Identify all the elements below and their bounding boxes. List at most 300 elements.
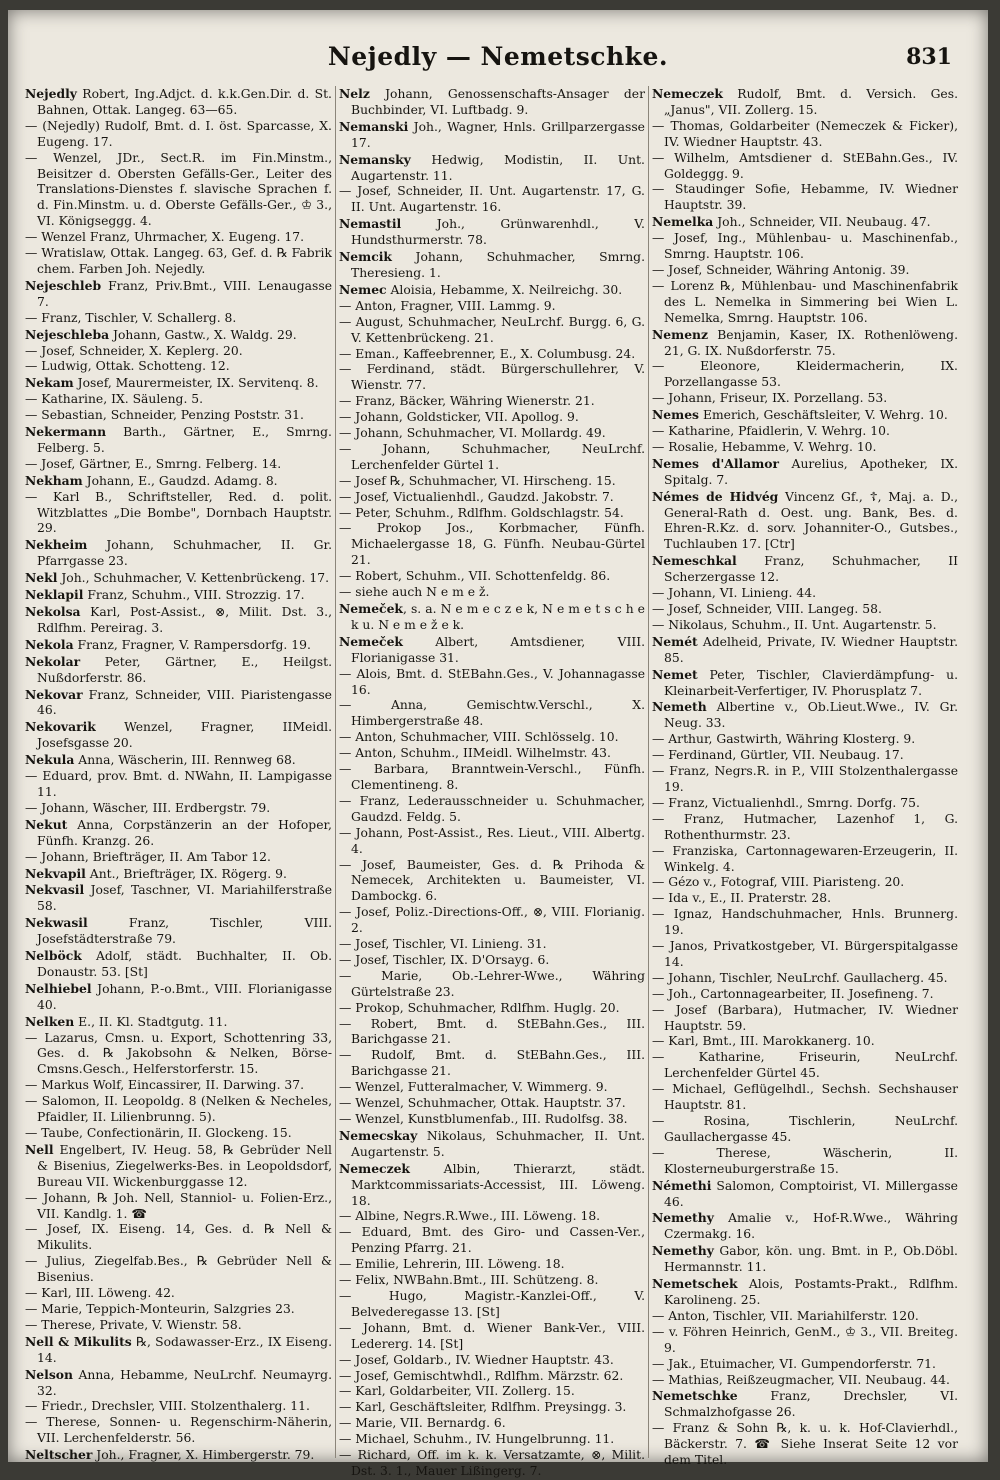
entry-details: Josef, Maurermeister, IX. Servitenq. 8.: [73, 376, 319, 391]
directory-entry: [25, 637, 332, 654]
directory-entry: [339, 1321, 645, 1353]
page-number: 831: [906, 44, 952, 70]
entry-details: — Arthur, Gastwirth, Währing Klosterg. 9.: [652, 732, 916, 747]
directory-entry: [652, 151, 958, 183]
directory-entry: [25, 344, 332, 360]
entry-details: — Lazarus, Cmsn. u. Export, Schottenring 33, Ges. d. ℞ Jakobsohn & Nelken, Börse-Cmsns.Gesch., Helferstorferstr. 15.: [25, 1030, 332, 1077]
directory-entry: [339, 1448, 645, 1480]
entry-details: Johann, Gastw., X. Waldg. 29.: [109, 327, 297, 342]
entry-details: — Marie, VII. Bernardg. 6.: [339, 1416, 506, 1431]
directory-entry: [652, 1146, 958, 1178]
entry-details: Franz, Schuhm., VIII. Strozzig. 17.: [83, 588, 305, 603]
entry-surname: Nekwasil: [25, 915, 88, 931]
directory-entry: [652, 1050, 958, 1082]
entry-details: — Josef, Poliz.-Directions-Off., ⊗, VIII. Florianig. 2.: [339, 905, 645, 936]
entry-surname: Némethi: [652, 1177, 712, 1193]
directory-entry: [339, 282, 645, 299]
directory-entry: [25, 278, 332, 311]
entry-surname: Nekolar: [25, 653, 81, 669]
directory-entry: [25, 1302, 332, 1318]
directory-entry: [25, 246, 332, 278]
directory-entry: [25, 654, 332, 687]
directory-entry: [25, 490, 332, 538]
directory-entry: [652, 86, 958, 119]
entry-details: — Josef, Tischler, IX. D'Orsayg. 6.: [339, 952, 550, 967]
entry-surname: Nekl: [25, 570, 58, 586]
entry-details: Franz, Drechsler, VI. Schmalzhofgasse 26.: [664, 1389, 958, 1420]
directory-entry: [25, 408, 332, 424]
entry-details: Anna, Wäscherin, III. Rennweg 68.: [74, 753, 296, 768]
directory-page: [8, 10, 988, 1478]
directory-entry: [339, 506, 645, 522]
entry-details: Karl, Post-Assist., ⊗, Milit. Dst. 3., Rdlfhm. Pereirag. 3.: [37, 605, 332, 635]
entry-surname: Nemeth: [652, 699, 707, 715]
entry-details: — Anton, Tischler, VII. Mariahilferstr. 120.: [652, 1308, 919, 1323]
directory-entry: [339, 794, 645, 826]
directory-entry: [652, 732, 958, 748]
entry-details: — Michael, Geflügelhdl., Sechsh. Sechshauser Hauptstr. 81.: [652, 1082, 958, 1113]
directory-entry: [339, 1017, 645, 1049]
entry-details: — Josef, Tischler, VI. Linieng. 31.: [339, 937, 547, 952]
entry-details: — Josef, Gemischtwhdl., Rdlfhm. Märzstr. 62.: [339, 1368, 624, 1383]
entry-surname: Nekam: [25, 375, 74, 391]
entry-details: Nikolaus, Schuhmacher, II. Unt. Augartenstr. 5.: [351, 1128, 645, 1159]
directory-entry: [25, 230, 332, 246]
directory-entry: [652, 987, 958, 1003]
entry-details: — Karl, Geschäftsleiter, Rdlfhm. Preysingg. 3.: [339, 1400, 627, 1415]
entry-details: Johann, P.-o.Bmt., VIII. Florianigasse 40.: [37, 981, 332, 1012]
directory-entry: [25, 457, 332, 473]
entry-details: Franz, Priv.Bmt., VIII. Lenaugasse 7.: [37, 278, 332, 309]
directory-entry: [652, 327, 958, 360]
entry-surname: Nemeček: [339, 601, 403, 616]
entry-details: — Peter, Schuhm., Rdlfhm. Goldschlagstr. 54.: [339, 505, 624, 520]
entry-details: — Josef (Barbara), Hutmacher, IV. Wiedner Hauptstr. 59.: [652, 1002, 958, 1033]
directory-entry: [339, 585, 645, 601]
running-title: Nejedly — Nemetschke.: [327, 42, 669, 71]
directory-entry: [339, 667, 645, 699]
directory-entry: [25, 1447, 332, 1464]
entry-details: Peter, Gärtner, E., Heilgst. Nußdorferstr. 86.: [37, 654, 332, 685]
entry-details: Joh., Fragner, X. Himbergerstr. 79.: [92, 1448, 315, 1463]
entry-details: — Mathias, Reißzeugmacher, VII. Neubaug. 44.: [652, 1372, 950, 1387]
entry-details: E., II. Kl. Stadtgutg. 11.: [74, 1014, 228, 1029]
directory-entry: [25, 817, 332, 850]
entry-details: Vincenz Gf., ☦, Maj. a. D., General-Rath d. Oest. ung. Bank, Bes. d. Ehren-R.Kz. d. sorv. Johanniter-O., Gutsbes., Tuchlauben 17. [Ctr]: [664, 489, 958, 552]
entry-surname: Neltscher: [25, 1447, 93, 1463]
entry-details: Albert, Amtsdiener, VIII. Florianigasse 31.: [351, 634, 645, 665]
directory-entry: [25, 915, 332, 948]
entry-surname: Nemeczek: [652, 86, 723, 101]
directory-entry: [339, 1161, 645, 1210]
entry-details: — Franz, Lederausschneider u. Schuhmacher, Gaudzd. Feldg. 5.: [339, 793, 645, 824]
directory-entry: [652, 971, 958, 987]
directory-entry: [339, 426, 645, 442]
directory-entry: [652, 359, 958, 391]
directory-entry: [25, 850, 332, 866]
entry-details: — Franz, Bäcker, Währing Wienerstr. 21.: [339, 394, 595, 409]
entry-details: — Anna, Gemischtw.Verschl., X. Himbergerstraße 48.: [339, 698, 645, 729]
entry-details: — Albine, Negrs.R.Wwe., III. Löweng. 18.: [339, 1209, 601, 1224]
directory-entry: [25, 327, 332, 344]
directory-entry: [339, 474, 645, 490]
directory-entry: [25, 392, 332, 408]
directory-entry: [339, 362, 645, 394]
entry-details: — Johann, Friseur, IX. Porzellang. 53.: [652, 391, 888, 406]
entry-details: — Eleonore, Kleidermacherin, IX. Porzellangasse 53.: [652, 359, 958, 390]
entry-details: — Josef, Goldarb., IV. Wiedner Hauptstr. 43.: [339, 1352, 614, 1367]
entry-surname: Nejeschleba: [25, 326, 110, 342]
directory-entry: [25, 424, 332, 457]
directory-entry: [652, 489, 958, 554]
entry-surname: Nejeschleb: [25, 277, 102, 293]
directory-entry: [652, 1178, 958, 1211]
directory-entry: [652, 1210, 958, 1243]
entry-details: — Rosina, Tischlerin, NeuLrchf. Gaullachergasse 45.: [652, 1114, 958, 1144]
directory-entry: [25, 1399, 332, 1415]
entry-surname: Nekula: [25, 752, 75, 768]
entry-details: — Taube, Confectionärin, II. Glockeng. 15.: [25, 1126, 292, 1140]
entry-surname: Nemetschek: [652, 1276, 738, 1292]
entry-surname: Nekham: [25, 472, 83, 488]
entry-surname: Nemetschke: [652, 1388, 738, 1404]
directory-entry: [339, 1289, 645, 1321]
entry-details: Josef, Taschner, VI. Mariahilferstraße 58.: [37, 883, 332, 914]
column-2: [335, 86, 648, 1478]
entry-details: — Anton, Schuhm., IIMeidl. Wilhelmstr. 43.: [339, 746, 611, 761]
entry-details: Franz, Schuhmacher, II Scherzergasse 12.: [664, 554, 958, 585]
entry-details: — Karl, III. Löweng. 42.: [25, 1286, 175, 1301]
entry-surname: Nemcik: [339, 249, 392, 265]
directory-entry: [25, 1031, 332, 1079]
directory-entry: [652, 456, 958, 489]
directory-entry: [652, 891, 958, 907]
entry-details: — Eman., Kaffeebrenner, E., X. Columbusg. 24.: [339, 346, 636, 361]
entry-details: Johann, E., Gaudzd. Adamg. 8.: [82, 473, 278, 488]
entry-details: Engelbert, IV. Heug. 58, ℞ Gebrüder Nell & Bisenius, Ziegelwerks-Bes. in Leopoldsdorf, Bureau VII. Wickenburggasse 12.: [37, 1142, 332, 1189]
directory-entry: [652, 764, 958, 796]
entry-details: — Katharine, Friseurin, NeuLrchf. Lerchenfelder Gürtel 45.: [652, 1050, 958, 1081]
directory-entry: [25, 1014, 332, 1031]
entry-details: — Michael, Schuhm., IV. Hungelbrunng. 11.: [339, 1432, 615, 1447]
directory-entry: [339, 698, 645, 730]
entry-surname: Nemenz: [652, 326, 709, 342]
entry-surname: Nelson: [25, 1366, 73, 1382]
directory-entry: [25, 151, 332, 231]
directory-entry: [339, 1257, 645, 1273]
entry-details: — Rosalie, Hebamme, V. Wehrg. 10.: [652, 439, 877, 454]
entry-details: Joh., Wagner, Hnls. Grillparzergasse 17.: [351, 119, 645, 150]
directory-entry: [652, 1388, 958, 1421]
directory-entry: [652, 1114, 958, 1146]
directory-entry: [25, 1078, 332, 1094]
entry-details: Franz, Schneider, VIII. Piaristengasse 46.: [37, 687, 332, 718]
directory-entry: [652, 939, 958, 971]
entry-surname: Nekvasil: [25, 882, 85, 898]
directory-entry: [652, 634, 958, 667]
directory-entry: [339, 410, 645, 426]
directory-entry: [25, 359, 332, 375]
directory-entry: [339, 490, 645, 506]
entry-details: Wenzel, Fragner, IIMeidl. Josefsgasse 20.: [37, 720, 332, 751]
entry-details: — Josef, IX. Eiseng. 14, Ges. d. ℞ Nell & Mikulits.: [25, 1222, 332, 1253]
entry-details: Joh., Schuhmacher, V. Kettenbrückeng. 17.: [57, 571, 330, 586]
entry-details: — Sebastian, Schneider, Penzing Poststr. 31.: [25, 408, 304, 423]
column-1: [22, 86, 335, 1463]
entry-details: — Johann, Schuhmacher, NeuLrchf. Lerchenfelder Gürtel 1.: [339, 441, 645, 472]
directory-entry: [652, 1421, 958, 1469]
directory-entry: [25, 719, 332, 752]
entry-surname: Nekermann: [25, 424, 107, 440]
directory-entry: [339, 953, 645, 969]
entry-surname: Nemeczek: [339, 1160, 410, 1176]
entry-details: — Katharine, Pfaidlerin, V. Wehrg. 10.: [652, 424, 890, 439]
directory-entry: [339, 1080, 645, 1096]
entry-details: — siehe auch N e m e ž.: [339, 585, 490, 600]
entry-details: — Franz, Tischler, V. Schallerg. 8.: [25, 310, 237, 325]
entry-surname: Nekvapil: [25, 865, 86, 881]
entry-details: — Johann, Tischler, NeuLrchf. Gaullacherg. 45.: [652, 970, 948, 985]
entry-details: — Ferdinand, Gürtler, VII. Neubaug. 17.: [652, 748, 904, 763]
directory-entry: [652, 1357, 958, 1373]
entry-surname: Nemethy: [652, 1243, 714, 1259]
directory-entry: [25, 1318, 332, 1334]
entry-details: Gabor, kön. ung. Bmt. in P., Ob.Döbl. Hermannstr. 11.: [664, 1244, 958, 1275]
directory-entry: [25, 473, 332, 490]
directory-entry: [25, 1142, 332, 1191]
entry-details: — (Nejedly) Rudolf, Bmt. d. I. öst. Sparcasse, X. Eugeng. 17.: [25, 118, 332, 149]
directory-entry: [25, 311, 332, 327]
directory-entry: [339, 1353, 645, 1369]
entry-details: — Salomon, II. Leopoldg. 8 (Nelken & Necheles, Pfaidler, II. Lilienbrunng. 5).: [25, 1094, 332, 1125]
entry-details: — Wenzel Franz, Uhrmacher, X. Eugeng. 17.: [25, 230, 305, 245]
entry-details: — Johann, Wäscher, III. Erdbergstr. 79.: [25, 800, 271, 815]
directory-entry: [339, 1369, 645, 1385]
directory-entry: [652, 907, 958, 939]
entry-details: Rudolf, Bmt. d. Versich. Ges. „Janus", VII. Zollerg. 15.: [664, 87, 958, 117]
directory-entry: [652, 214, 958, 231]
entry-details: — Lorenz ℞, Mühlenbau- und Maschinenfabrik des L. Nemelka in Simmering bei Wien L. Nemelka, Smrng. Hauptstr. 106.: [652, 278, 958, 325]
directory-entry: [339, 1432, 645, 1448]
entry-details: — Wenzel, JDr., Sect.R. im Fin.Minstm., Beisitzer d. Obersten Gefälls-Ger., Leiter des Translations-Dienstes f. slavische Sprachen f. d. Fin.Minstm. u. d. Oberste Gefälls-Ger., ♔ 3., VI. Königseggg. 4.: [25, 150, 332, 229]
entry-details: — Josef, Schneider, VIII. Langeg. 58.: [652, 602, 882, 616]
entry-details: — Anton, Fragner, VIII. Lammg. 9.: [339, 298, 556, 313]
entry-details: — Ludwig, Ottak. Schotteng. 12.: [25, 359, 230, 374]
directory-entry: [652, 1243, 958, 1276]
directory-entry: [25, 948, 332, 981]
directory-entry: [339, 442, 645, 474]
directory-entry: [652, 407, 958, 424]
entry-details: — Wilhelm, Amtsdiener d. StEBahn.Ges., IV. Goldeggg. 9.: [652, 150, 958, 181]
entry-surname: Nemeček: [339, 633, 403, 649]
page-header: [8, 42, 988, 82]
entry-details: — Richard, Off. im k. k. Versatzamte, ⊗, Milit. Dst. 3. 1., Mauer Lißingerg. 7.: [339, 1448, 645, 1478]
directory-entry: [339, 1416, 645, 1432]
entry-surname: Nelz: [339, 86, 370, 101]
entry-details: — Eduard, prov. Bmt. d. NWahn, II. Lampigasse 11.: [25, 769, 332, 799]
entry-details: — Johann, Bmt. d. Wiener Bank-Ver., VIII. Ledererg. 14. [St]: [339, 1320, 645, 1351]
entry-details: — Johann, Schuhmacher, VI. Mollardg. 49.: [339, 426, 606, 441]
directory-entry: [25, 537, 332, 570]
entry-surname: Nekheim: [25, 537, 88, 553]
entry-details: Peter, Tischler, Clavierdämpfung- u. Kleinarbeit-Verfertiger, IV. Phorusplatz 7.: [664, 667, 958, 698]
entry-surname: Nekola: [25, 636, 74, 652]
entry-details: — Ignaz, Handschuhmacher, Hnls. Brunnerg. 19.: [652, 907, 958, 938]
directory-entry: [339, 746, 645, 762]
directory-entry: [339, 1048, 645, 1080]
entry-surname: Nemecskay: [339, 1127, 418, 1143]
entry-details: — Staudinger Sofie, Hebamme, IV. Wiedner Hauptstr. 39.: [652, 182, 958, 213]
entry-details: Aurelius, Apotheker, IX. Spitalg. 7.: [664, 456, 958, 487]
entry-details: — Barbara, Branntwein-Verschl., Fünfh. Clementineng. 8.: [339, 762, 645, 792]
entry-details: — Gézo v., Fotograf, VIII. Piaristeng. 20.: [652, 875, 905, 890]
entry-surname: Nelhiebel: [25, 980, 92, 996]
entry-surname: Nemansky: [339, 151, 411, 167]
entry-details: Albin, Thierarzt, städt. Marktcommissariats-Accessist, III. Löweng. 18.: [351, 1161, 645, 1208]
directory-entry: [25, 86, 332, 119]
entry-surname: Nelböck: [25, 948, 82, 964]
directory-entry: [652, 748, 958, 764]
directory-entry: [25, 752, 332, 769]
directory-entry: [339, 937, 645, 953]
entry-details: — Thomas, Goldarbeiter (Nemeczek & Ficker), IV. Wiedner Hauptstr. 43.: [652, 118, 958, 149]
directory-entry: [25, 119, 332, 151]
entry-surname: Nemet: [652, 666, 698, 682]
entry-details: — Ida v., E., II. Praterstr. 28.: [652, 891, 832, 906]
directory-entry: [339, 521, 645, 569]
entry-surname: Neklapil: [25, 587, 84, 603]
entry-details: — Johann, Goldsticker, VII. Apollog. 9.: [339, 410, 579, 425]
directory-entry: [339, 1096, 645, 1112]
directory-entry: [339, 569, 645, 585]
directory-entry: [25, 604, 332, 637]
directory-entry: [652, 1003, 958, 1035]
entry-details: Alois, Postamts-Prakt., Rdlfhm. Karolineng. 25.: [664, 1277, 958, 1307]
directory-entry: [339, 152, 645, 185]
directory-entry: [652, 844, 958, 876]
directory-entry: [652, 1082, 958, 1114]
directory-entry: [652, 667, 958, 700]
directory-entry: [339, 299, 645, 315]
entry-details: — Wenzel, Kunstblumenfab., III. Rudolfsg. 38.: [339, 1112, 628, 1126]
column-3: [648, 86, 961, 1468]
directory-entry: [339, 184, 645, 216]
directory-entry: [652, 553, 958, 586]
entry-details: — Jak., Etuimacher, VI. Gumpendorferstr. 71.: [652, 1356, 936, 1371]
entry-details: — Emilie, Lehrerin, III. Löweng. 18.: [339, 1257, 565, 1272]
entry-details: Aloisia, Hebamme, X. Neilreichg. 30.: [386, 282, 623, 297]
entry-surname: Nemec: [339, 281, 387, 297]
entry-details: — Prokop, Schuhmacher, Rdlfhm. Huglg. 20.: [339, 1000, 620, 1015]
entry-details: — Josef, Schneider, X. Keplerg. 20.: [25, 343, 243, 358]
entry-surname: Nemethy: [652, 1210, 714, 1226]
entry-details: — Franz, Hutmacher, Lazenhof 1, G. Rothenthurmstr. 23.: [652, 811, 958, 842]
entry-details: — Johann, ℞ Joh. Nell, Stanniol- u. Folien-Erz., VII. Kandlg. 1. ☎: [25, 1190, 332, 1221]
directory-entry: [652, 231, 958, 263]
directory-entry: [339, 315, 645, 347]
entry-details: Joh., Grünwarenhdl., V. Hundsthurmerstr. 78.: [351, 217, 645, 248]
entry-details: — Hugo, Magistr.-Kanzlei-Off., V. Belvederegasse 13. [St]: [339, 1288, 645, 1319]
directory-entry: [652, 699, 958, 732]
entry-details: — Wratislaw, Ottak. Langeg. 63, Gef. d. ℞ Fabrik chem. Farben Joh. Nejedly.: [25, 246, 332, 276]
entry-details: — Robert, Bmt. d. StEBahn.Ges., III. Barichgasse 21.: [339, 1016, 645, 1047]
directory-entry: [339, 826, 645, 858]
entry-details: — Markus Wolf, Eincassirer, II. Darwing. 37.: [25, 1078, 305, 1093]
entry-details: Joh., Schneider, VII. Neubaug. 47.: [713, 215, 931, 230]
entry-details: Barth., Gärtner, E., Smrng. Felberg. 5.: [37, 425, 332, 455]
directory-entry: [339, 969, 645, 1001]
entry-details: — Wenzel, Schuhmacher, Ottak. Hauptstr. 37.: [339, 1096, 626, 1111]
directory-entry: [339, 1209, 645, 1225]
directory-entry: [25, 866, 332, 883]
entry-details: — Julius, Ziegelfab.Bes., ℞ Gebrüder Nell & Bisenius.: [25, 1254, 332, 1285]
directory-entry: [339, 216, 645, 249]
directory-entry: [25, 570, 332, 587]
directory-entry: [652, 796, 958, 812]
directory-entry: [652, 279, 958, 327]
directory-entry: [339, 347, 645, 363]
entry-details: Johann, Genossenschafts-Ansager der Buchbinder, VI. Luftbadg. 9.: [351, 87, 645, 117]
entry-details: — Rudolf, Bmt. d. StEBahn.Ges., III. Barichgasse 21.: [339, 1048, 645, 1079]
directory-entry: [652, 182, 958, 214]
entry-details: — Ferdinand, städt. Bürgerschullehrer, V. Wienstr. 77.: [339, 362, 645, 393]
entry-details: Anna, Hebamme, NeuLrchf. Neumayrg. 32.: [37, 1367, 332, 1398]
directory-entry: [25, 375, 332, 392]
entry-details: — Therese, Private, V. Wienstr. 58.: [25, 1317, 242, 1332]
directory-entry: [25, 1367, 332, 1400]
directory-entry: [652, 586, 958, 602]
directory-entry: [652, 875, 958, 891]
directory-entry: [652, 1034, 958, 1050]
entry-details: Robert, Ing.Adjct. d. k.k.Gen.Dir. d. St. Bahnen, Ottak. Langeg. 63—65.: [37, 87, 332, 117]
directory-entry: [339, 1273, 645, 1289]
directory-entry: [25, 981, 332, 1014]
entry-details: — Joh., Cartonnagearbeiter, II. Josefineng. 7.: [652, 986, 934, 1001]
entry-details: — Johann, Briefträger, II. Am Tabor 12.: [25, 849, 271, 864]
directory-entry: [339, 1384, 645, 1400]
entry-details: — Karl, Bmt., III. Marokkanerg. 10.: [652, 1034, 875, 1049]
directory-entry: [25, 1286, 332, 1302]
entry-details: — Franziska, Cartonnagewaren-Erzeugerin, II. Winkelg. 4.: [652, 843, 958, 874]
entry-details: — Johann, Post-Assist., Res. Lieut., VIII. Albertg. 4.: [339, 825, 645, 856]
entry-details: — v. Föhren Heinrich, GenM., ♔ 3., VII. Breiteg. 9.: [652, 1324, 958, 1355]
entry-details: Amalie v., Hof-R.Wwe., Währing Czermakg. 16.: [664, 1211, 958, 1242]
entry-surname: Nekovarik: [25, 719, 96, 735]
entry-details: — Franz, Negrs.R. in P., VIII Stolzenthalergasse 19.: [652, 764, 958, 794]
directory-entry: [25, 801, 332, 817]
entry-columns: [22, 86, 962, 1478]
directory-entry: [339, 86, 645, 119]
entry-surname: Nekovar: [25, 686, 83, 702]
directory-entry: [339, 1225, 645, 1257]
entry-details: Ant., Briefträger, IX. Rögerg. 9.: [85, 866, 287, 881]
entry-details: — Prokop Jos., Korbmacher, Fünfh. Michaelergasse 18, G. Fünfh. Neubau-Gürtel 21.: [339, 521, 645, 568]
entry-surname: Nemes d'Allamor: [652, 455, 780, 471]
entry-details: — Josef, Gärtner, E., Smrng. Felberg. 14.: [25, 456, 282, 471]
directory-entry: [652, 440, 958, 456]
entry-details: — Franz & Sohn ℞, k. u. k. Hof-Clavierhdl., Bäckerstr. 7. ☎ Siehe Inserat Seite 12 vor dem Titel.: [652, 1421, 958, 1468]
directory-entry: [25, 1334, 332, 1367]
entry-details: — Josef, Ing., Mühlenbau- u. Maschinenfab., Smrng. Hauptstr. 106.: [652, 231, 958, 262]
entry-details: Anna, Corpstänzerin an der Hofoper, Fünfh. Kranzg. 26.: [37, 817, 332, 848]
entry-details: — Alois, Bmt. d. StEBahn.Ges., V. Johannagasse 16.: [339, 666, 645, 697]
directory-entry: [339, 1128, 645, 1161]
directory-entry: [25, 1126, 332, 1142]
entry-details: — Josef, Schneider, II. Unt. Augartenstr. 17, G. II. Unt. Augartenstr. 16.: [339, 184, 645, 215]
directory-entry: [652, 812, 958, 844]
entry-details: Johann, Schuhmacher, Smrng. Theresieng. 1.: [351, 250, 645, 280]
entry-details: — Johann, VI. Linieng. 44.: [652, 586, 817, 601]
